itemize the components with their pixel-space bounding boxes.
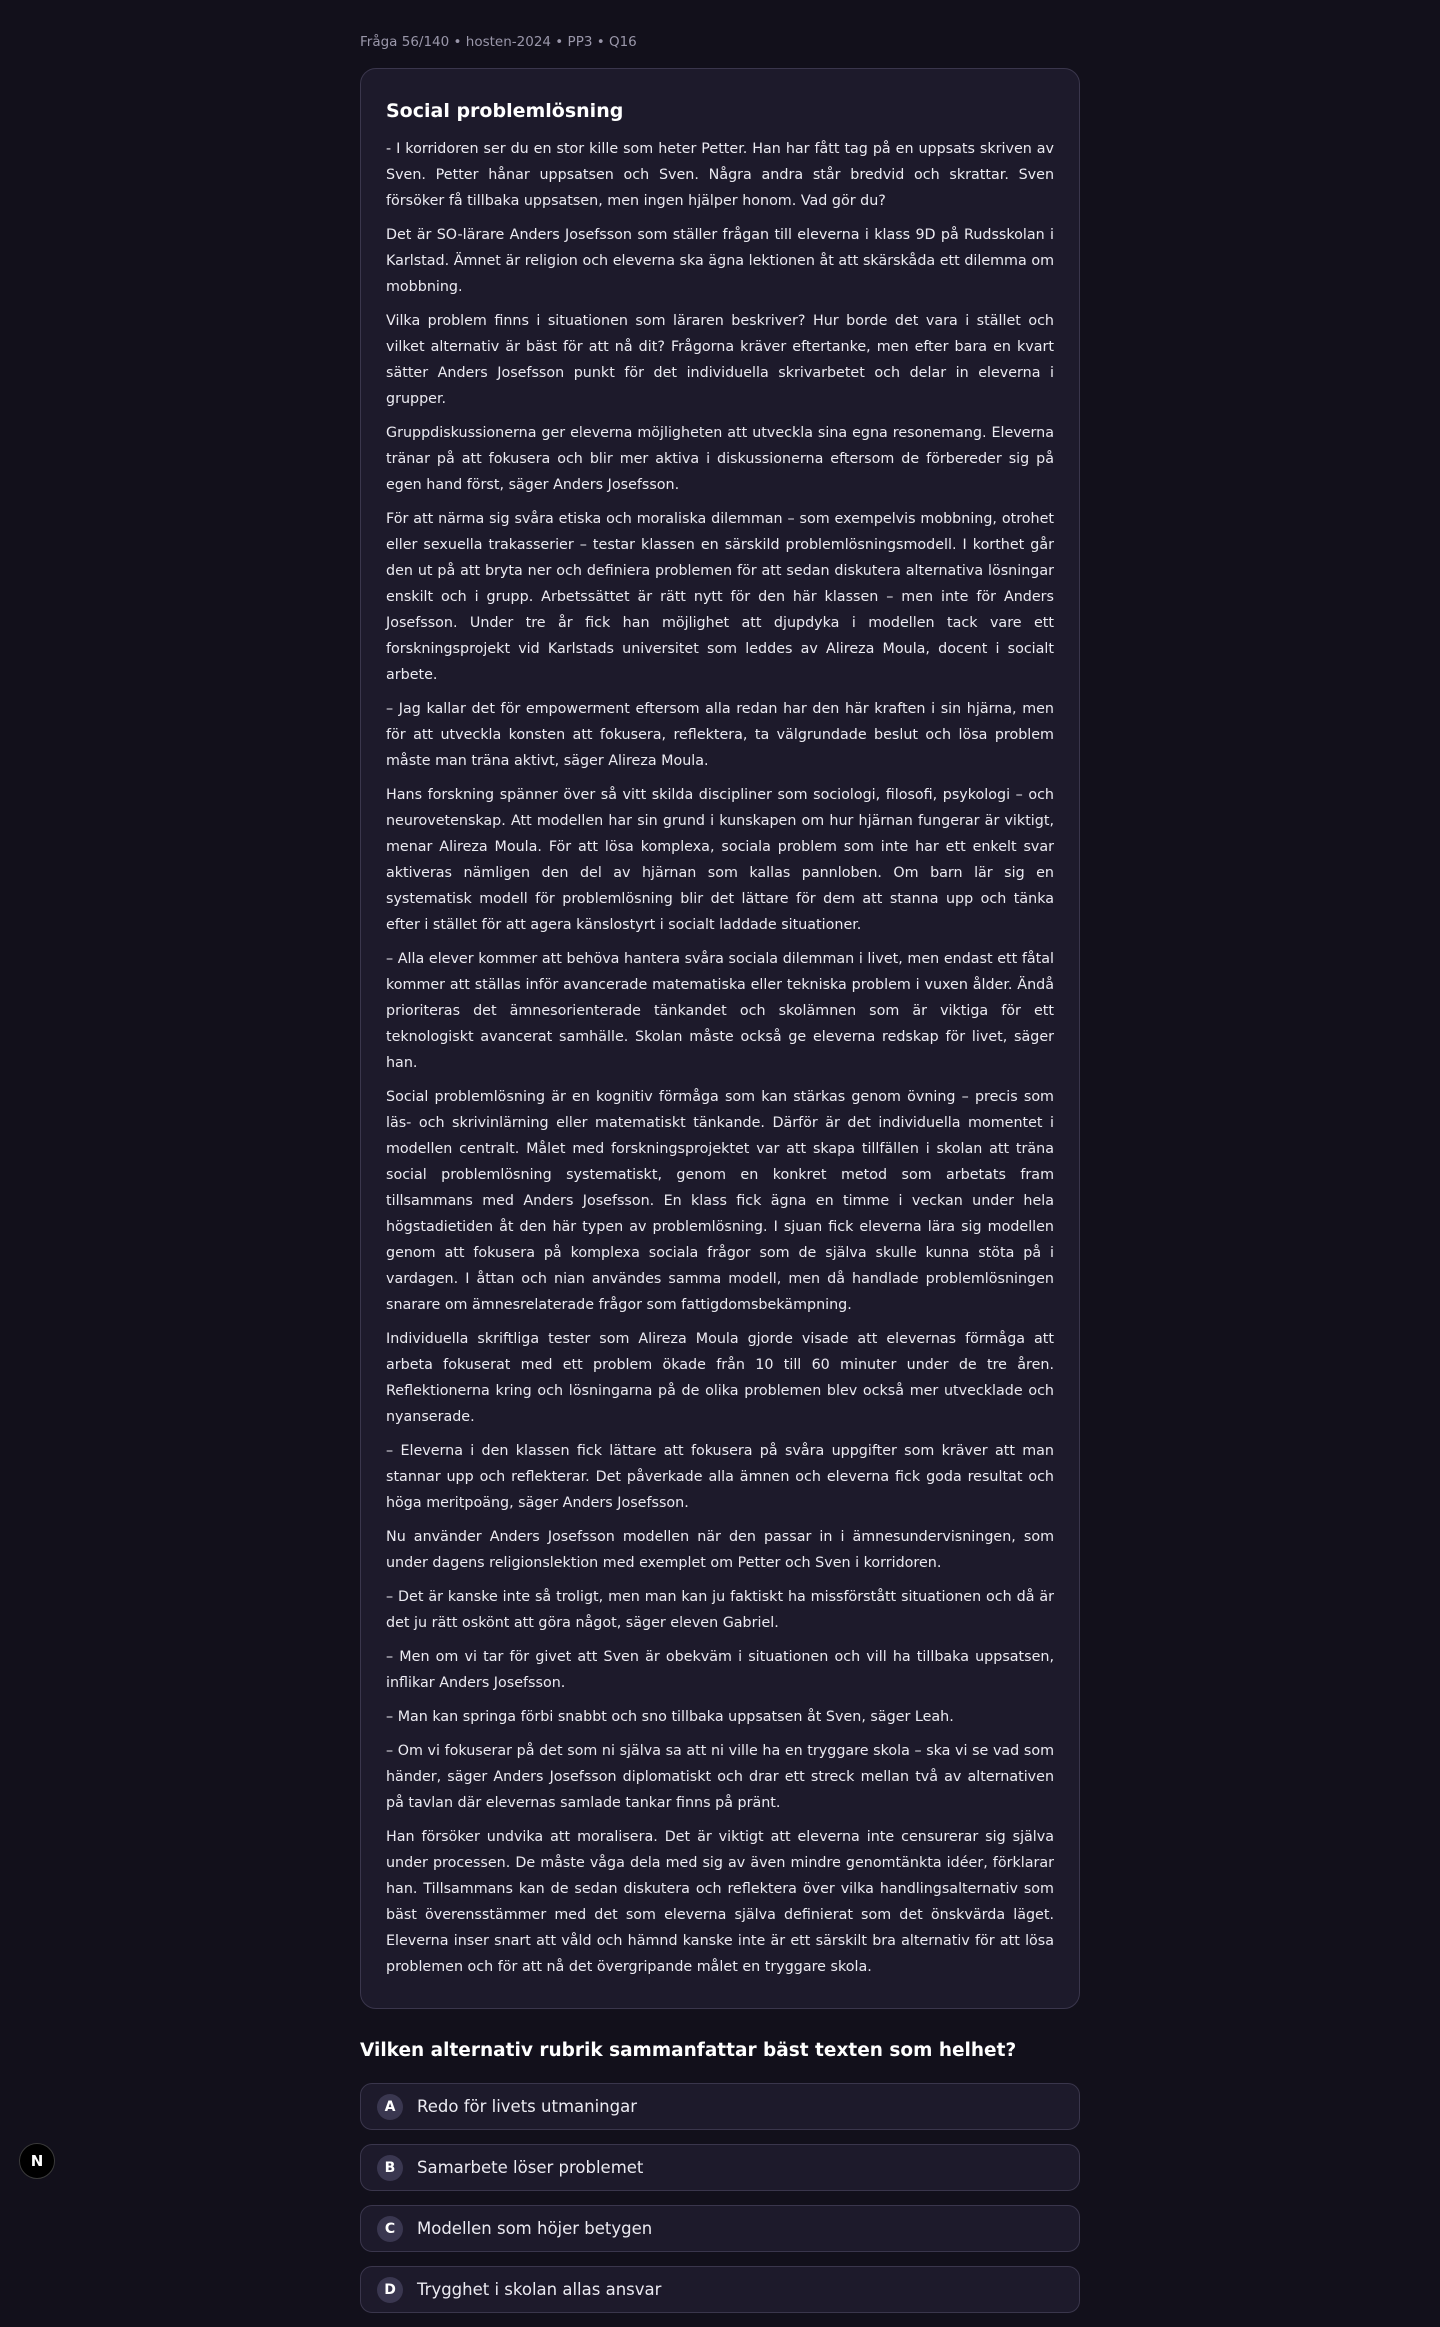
question-meta: Fråga 56/140 • hosten-2024 • PP3 • Q16 (360, 34, 637, 50)
passage-paragraph: Individuella skriftliga tester som Alireza Moula gjorde visade att elevernas förmåga att arbeta fokuserat med ett problem ökade från 10 till 60 minuter under de tre åren. Reflektionerna kring och lösningarna på de olika problemen blev också mer utvecklade och nyanserade. (386, 1331, 1054, 1425)
passage-paragraph: Det är SO-lärare Anders Josefsson som ställer frågan till eleverna i klass 9D på Rudsskolan i Karlstad. Ämnet är religion och eleverna ska ägna lektionen åt att skärskåda ett dilemma om mobbning. (386, 227, 1054, 295)
option-d-button[interactable] (360, 2266, 1080, 2313)
question-text: Vilken alternativ rubrik sammanfattar bäst texten som helhet? (360, 2040, 1017, 2061)
passage-body (386, 136, 1054, 1980)
passage-paragraph: – Eleverna i den klassen fick lättare att fokusera på svåra uppgifter som kräver att man stannar upp och reflekterar. Det påverkade alla ämnen och eleverna fick goda resultat och höga meritpoäng, säger Anders Josefsson. (386, 1443, 1054, 1511)
passage-card (360, 68, 1080, 2009)
quiz-page (360, 0, 1080, 2327)
passage-paragraph: - I korridoren ser du en stor kille som heter Petter. Han har fått tag på en uppsats skriven av Sven. Petter hånar uppsatsen och Sven. Några andra står bredvid och skrattar. Sven försöker få tillbaka uppsatsen, men ingen hjälper honom. Vad gör du? (386, 141, 1054, 209)
passage-paragraph: För att närma sig svåra etiska och moraliska dilemman – som exempelvis mobbning, otrohet eller sexuella trakasserier – testar klassen en särskild problemlösningsmodell. I korthet går den ut på att bryta ner och definiera problemen för att sedan diskutera alternativa lösningar enskilt och i grupp. Arbetssättet är rätt nytt för den här klassen – men inte för Anders Josefsson. Under tre år fick han möjlighet att djupdyka i modellen tack vare ett forskningsprojekt vid Karlstads universitet som leddes av Alireza Moula, docent i socialt arbete. (386, 511, 1054, 683)
option-letter-badge: B (377, 2155, 403, 2181)
passage-paragraph: – Jag kallar det för empowerment eftersom alla redan har den här kraften i sin hjärna, men för att utveckla konsten att fokusera, reflektera, ta välgrundade beslut och lösa problem måste man träna aktivt, säger Alireza Moula. (386, 701, 1054, 769)
passage-paragraph: – Om vi fokuserar på det som ni själva sa att ni ville ha en tryggare skola – ska vi se vad som händer, säger Anders Josefsson diplomatiskt och drar ett streck mellan två av alternativen på tavlan där elevernas samlade tankar finns på pränt. (386, 1743, 1054, 1811)
passage-paragraph: – Man kan springa förbi snabbt och sno tillbaka uppsatsen åt Sven, säger Leah. (386, 1709, 954, 1725)
passage-paragraph: – Det är kanske inte så troligt, men man kan ju faktiskt ha missförstått situationen och då är det ju rätt oskönt att göra något, säger eleven Gabriel. (386, 1589, 1054, 1631)
option-letter-badge: D (377, 2277, 403, 2303)
option-b-button[interactable] (360, 2144, 1080, 2191)
passage-title: Social problemlösning (386, 100, 624, 122)
answer-options (360, 2083, 1080, 2313)
passage-paragraph: Vilka problem finns i situationen som läraren beskriver? Hur borde det vara i stället och vilket alternativ är bäst för att nå dit? Frågorna kräver eftertanke, men efter bara en kvart sätter Anders Josefsson punkt för det individuella skrivarbetet och delar in eleverna i grupper. (386, 313, 1054, 407)
option-label: Redo för livets utmaningar (417, 2097, 637, 2116)
passage-paragraph: – Alla elever kommer att behöva hantera svåra sociala dilemman i livet, men endast ett fåtal kommer att ställas inför avancerade matematiska eller tekniska problem i vuxen ålder. Ändå prioriteras det ämnesorienterade tänkandet och skolämnen som är viktiga för ett teknologiskt avancerat samhälle. Skolan måste också ge eleverna redskap för livet, säger han. (386, 951, 1054, 1071)
option-c-button[interactable] (360, 2205, 1080, 2252)
passage-paragraph: Hans forskning spänner över så vitt skilda discipliner som sociologi, filosofi, psykologi – och neurovetenskap. Att modellen har sin grund i kunskapen om hur hjärnan fungerar är viktigt, menar Alireza Moula. För att lösa komplexa, sociala problem som inte har ett enkelt svar aktiveras nämligen den del av hjärnan som kallas pannloben. Om barn lär sig en systematisk modell för problemlösning blir det lättare för dem att stanna upp och tänka efter i stället för att agera känslostyrt i socialt laddade situationer. (386, 787, 1054, 933)
option-label: Trygghet i skolan allas ansvar (417, 2280, 662, 2299)
badge-letter: N (30, 2152, 44, 2170)
option-label: Modellen som höjer betygen (417, 2219, 653, 2238)
passage-paragraph: Han försöker undvika att moralisera. Det är viktigt att eleverna inte censurerar sig själva under processen. De måste våga dela med sig av även mindre genomtänkta idéer, förklarar han. Tillsammans kan de sedan diskutera och reflektera över vilka handlingsalternativ som bäst överensstämmer med det som eleverna själva definierat som det önskvärda läget. Eleverna inser snart att våld och hämnd kanske inte är ett särskilt bra alternativ för att lösa problemen och för att nå det övergripande målet en tryggare skola. (386, 1829, 1054, 1975)
passage-paragraph: – Men om vi tar för givet att Sven är obekväm i situationen och vill ha tillbaka uppsatsen, inflikar Anders Josefsson. (386, 1649, 1054, 1691)
option-label: Samarbete löser problemet (417, 2158, 644, 2177)
option-letter-badge: C (377, 2216, 403, 2242)
passage-paragraph: Nu använder Anders Josefsson modellen när den passar in i ämnesundervisningen, som under dagens religionslektion med exemplet om Petter och Sven i korridoren. (386, 1529, 1054, 1571)
option-letter-badge: A (377, 2094, 403, 2120)
option-a-button[interactable] (360, 2083, 1080, 2130)
passage-paragraph: Gruppdiskussionerna ger eleverna möjligheten att utveckla sina egna resonemang. Eleverna tränar på att fokusera och blir mer aktiva i diskussionerna eftersom de förbereder sig på egen hand först, säger Anders Josefsson. (386, 425, 1054, 493)
passage-paragraph: Social problemlösning är en kognitiv förmåga som kan stärkas genom övning – precis som läs- och skrivinlärning eller matematiskt tänkande. Därför är det individuella momentet i modellen centralt. Målet med forskningsprojektet var att skapa tillfällen i skolan att träna social problemlösning systematiskt, genom en konkret metod som arbetats fram tillsammans med Anders Josefsson. En klass fick ägna en timme i veckan under hela högstadietiden åt den här typen av problemlösning. I sjuan fick eleverna lära sig modellen genom att fokusera på komplexa sociala frågor som de själva skulle kunna stöta på i vardagen. I åttan och nian användes samma modell, men då handlade problemlösningen snarare om ämnesrelaterade frågor som fattigdomsbekämpning. (386, 1089, 1054, 1313)
nextjs-dev-badge-icon[interactable] (19, 2143, 55, 2179)
